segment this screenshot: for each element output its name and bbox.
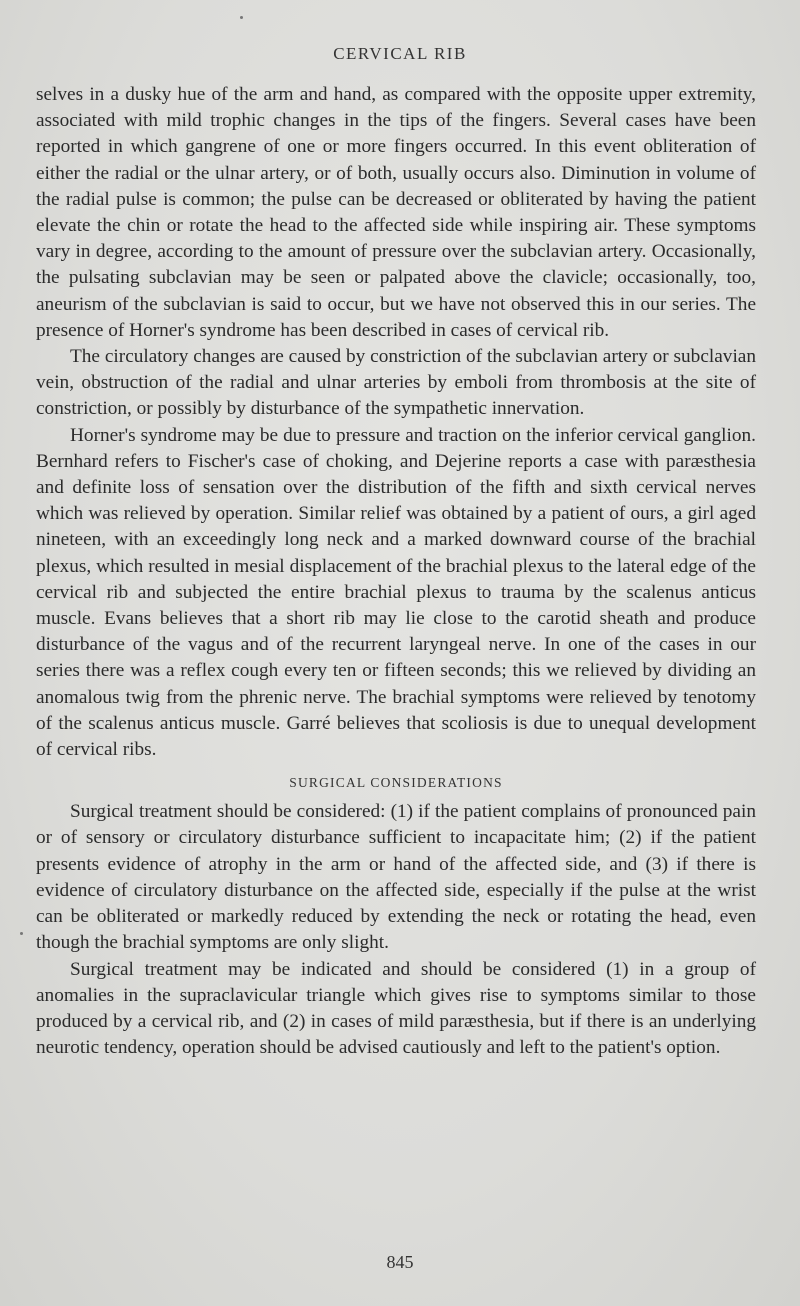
print-speck [20,932,23,935]
body-text [36,82,756,1061]
paragraph-continued: selves in a dusky hue of the arm and hand, as compared with the opposite upper extremity, associated with mild trophic changes in the tips of the fingers. Several cases have been reported in which gangrene of one or more fingers occurred. In this event obliteration of either the radial or the ulnar artery, or of both, usually occurs also. Diminution in volume of the radial pulse is common; the pulse can be decreased or obliterated by having the patient elevate the chin or rotate the head to the affected side while inspiring air. These symptoms vary in degree, according to the amount of pressure over the subclavian artery. Occasionally, the pulsating subclavian may be seen or palpated above the clavicle; occasionally, too, aneurism of the subclavian is said to occur, but we have not observed this in our series. The presence of Horner's syndrome has been described in cases of cervical rib. [36,84,756,341]
paragraph-horners-syndrome: Horner's syndrome may be due to pressure and traction on the inferior cervical ganglion. Bernhard refers to Fischer's case of choking, and Dejerine reports a case with parӕsthesia and definite loss of sensation over the distribution of the fifth and sixth cervical nerves which was relieved by operation. Similar relief was obtained by a patient of ours, a girl aged nineteen, with an exceedingly long neck and a marked downward course of the brachial plexus, which resulted in mesial displacement of the brachial plexus to the lateral edge of the cervical rib and subjected the entire brachial plexus to trauma by the scalenus anticus muscle. Evans believes that a short rib may lie close to the carotid sheath and produce disturbance of the vagus and of the recurrent laryngeal nerve. In one of the cases in our series there was a reflex cough every ten or fifteen seconds; this we relieved by dividing an anomalous twig from the phrenic nerve. The brachial symptoms were relieved by tenotomy of the scalenus anticus muscle. Garré believes that scoliosis is due to unequal development of cervical ribs. [36,424,756,761]
page-number: 845 [386,1252,414,1272]
paragraph-surgical-indications: Surgical treatment should be considered: (1) if the patient complains of pronounced pain or of sensory or circulatory disturbance sufficient to incapacitate him; (2) if the patient presents evidence of atrophy in the arm or hand of the affected side, and (3) if there is evidence of circulatory disturbance on the affected side, especially if the pulse at the wrist can be obliterated or markedly reduced by extending the neck or rotating the head, even though the brachial symptoms are only slight. [36,801,756,954]
paragraph-surgical-considered: Surgical treatment may be indicated and should be considered (1) in a group of anomalies in the supraclavicular triangle which gives rise to symptoms similar to those produced by a cervical rib, and (2) in cases of mild parӕsthesia, but if there is an underlying neurotic tendency, operation should be advised cautiously and left to the patient's option. [36,958,756,1059]
section-heading: SURGICAL CONSIDERATIONS [289,775,503,791]
running-head: CERVICAL RIB [333,44,467,63]
paragraph-circulatory-changes: The circulatory changes are caused by constriction of the subclavian artery or subclavian vein, obstruction of the radial and ulnar arteries by emboli from thrombosis at the site of constriction, or possibly by disturbance of the sympathetic innervation. [36,346,756,420]
print-speck [240,16,243,19]
